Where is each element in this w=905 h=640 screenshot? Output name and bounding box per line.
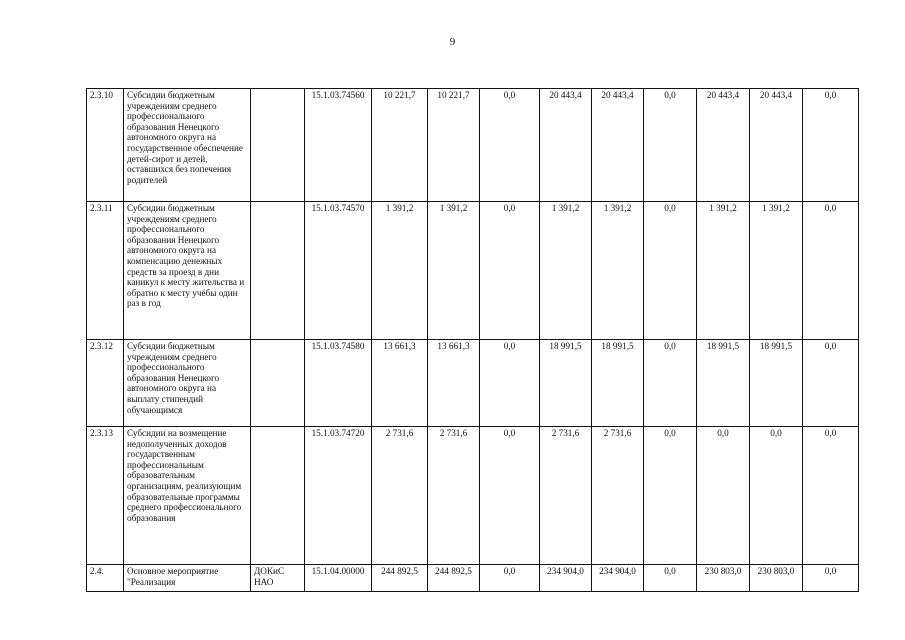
row-value-9: 0,0 — [803, 427, 859, 565]
row-value-5: 1 391,2 — [592, 202, 644, 340]
row-code: 15.1.03.74560 — [305, 89, 372, 202]
row-value-4: 18 991,5 — [540, 340, 592, 427]
row-value-5: 2 731,6 — [592, 427, 644, 565]
row-value-1: 13 661,3 — [372, 340, 428, 427]
row-value-1: 244 892,5 — [372, 565, 428, 592]
row-code: 15.1.04.00000 — [305, 565, 372, 592]
row-code: 15.1.03.74570 — [305, 202, 372, 340]
row-value-5: 20 443,4 — [592, 89, 644, 202]
row-value-7: 18 991,5 — [697, 340, 750, 427]
row-value-2: 1 391,2 — [428, 202, 480, 340]
row-value-1: 10 221,7 — [372, 89, 428, 202]
row-executor — [251, 89, 305, 202]
budget-table — [86, 88, 859, 592]
row-value-3: 0,0 — [480, 565, 540, 592]
row-value-4: 234 904,0 — [540, 565, 592, 592]
row-code: 15.1.03.74580 — [305, 340, 372, 427]
row-value-9: 0,0 — [803, 89, 859, 202]
row-executor — [251, 202, 305, 340]
table-row — [87, 340, 859, 427]
row-value-8: 18 991,5 — [750, 340, 803, 427]
row-value-7: 0,0 — [697, 427, 750, 565]
row-description: Субсидии бюджетным учреждениям среднего профессионального образования Ненецкого автономного округа на государственное обеспечение детей-сирот и детей, оставшихся без попечения родителей — [124, 89, 251, 202]
row-value-9: 0,0 — [803, 565, 859, 592]
row-value-1: 2 731,6 — [372, 427, 428, 565]
table-row — [87, 202, 859, 340]
row-description: Субсидии бюджетным учреждениям среднего профессионального образования Ненецкого автономного округа на выплату стипендий обучающимся — [124, 340, 251, 427]
row-value-6: 0,0 — [644, 565, 697, 592]
table-row — [87, 565, 859, 592]
row-value-5: 234 904,0 — [592, 565, 644, 592]
row-number: 2.3.10 — [87, 89, 124, 202]
row-value-2: 244 892,5 — [428, 565, 480, 592]
row-description: Основное мероприятие "Реализация — [124, 565, 251, 592]
row-value-5: 18 991,5 — [592, 340, 644, 427]
row-number: 2.3.13 — [87, 427, 124, 565]
row-value-9: 0,0 — [803, 340, 859, 427]
row-executor: ДОКиС НАО — [251, 565, 305, 592]
row-code: 15.1.03.74720 — [305, 427, 372, 565]
row-number: 2.4. — [87, 565, 124, 592]
row-value-6: 0,0 — [644, 427, 697, 565]
row-value-8: 1 391,2 — [750, 202, 803, 340]
row-value-8: 20 443,4 — [750, 89, 803, 202]
row-value-6: 0,0 — [644, 202, 697, 340]
page-number: 9 — [449, 36, 456, 48]
row-value-7: 230 803,0 — [697, 565, 750, 592]
row-value-6: 0,0 — [644, 340, 697, 427]
row-executor — [251, 340, 305, 427]
row-number: 2.3.12 — [87, 340, 124, 427]
row-value-3: 0,0 — [480, 89, 540, 202]
row-value-3: 0,0 — [480, 340, 540, 427]
row-value-2: 13 661,3 — [428, 340, 480, 427]
row-value-7: 1 391,2 — [697, 202, 750, 340]
row-description: Субсидии на возмещение недополученных доходов государственным профессиональным образовательным организациям, реализующим образовательные программы среднего профессионального образования — [124, 427, 251, 565]
row-value-3: 0,0 — [480, 427, 540, 565]
table-row — [87, 427, 859, 565]
row-value-7: 20 443,4 — [697, 89, 750, 202]
row-value-2: 2 731,6 — [428, 427, 480, 565]
table-row — [87, 89, 859, 202]
row-value-2: 10 221,7 — [428, 89, 480, 202]
row-value-8: 230 803,0 — [750, 565, 803, 592]
row-value-4: 1 391,2 — [540, 202, 592, 340]
row-description: Субсидии бюджетным учреждениям среднего профессионального образования Ненецкого автономного округа на компенсацию денежных средств за проезд в дни каникул к месту жительства и обратно к месту учёбы один раз в год — [124, 202, 251, 340]
row-value-1: 1 391,2 — [372, 202, 428, 340]
row-value-4: 2 731,6 — [540, 427, 592, 565]
row-value-6: 0,0 — [644, 89, 697, 202]
row-executor — [251, 427, 305, 565]
row-value-8: 0,0 — [750, 427, 803, 565]
row-value-9: 0,0 — [803, 202, 859, 340]
row-value-4: 20 443,4 — [540, 89, 592, 202]
row-number: 2.3.11 — [87, 202, 124, 340]
row-value-3: 0,0 — [480, 202, 540, 340]
